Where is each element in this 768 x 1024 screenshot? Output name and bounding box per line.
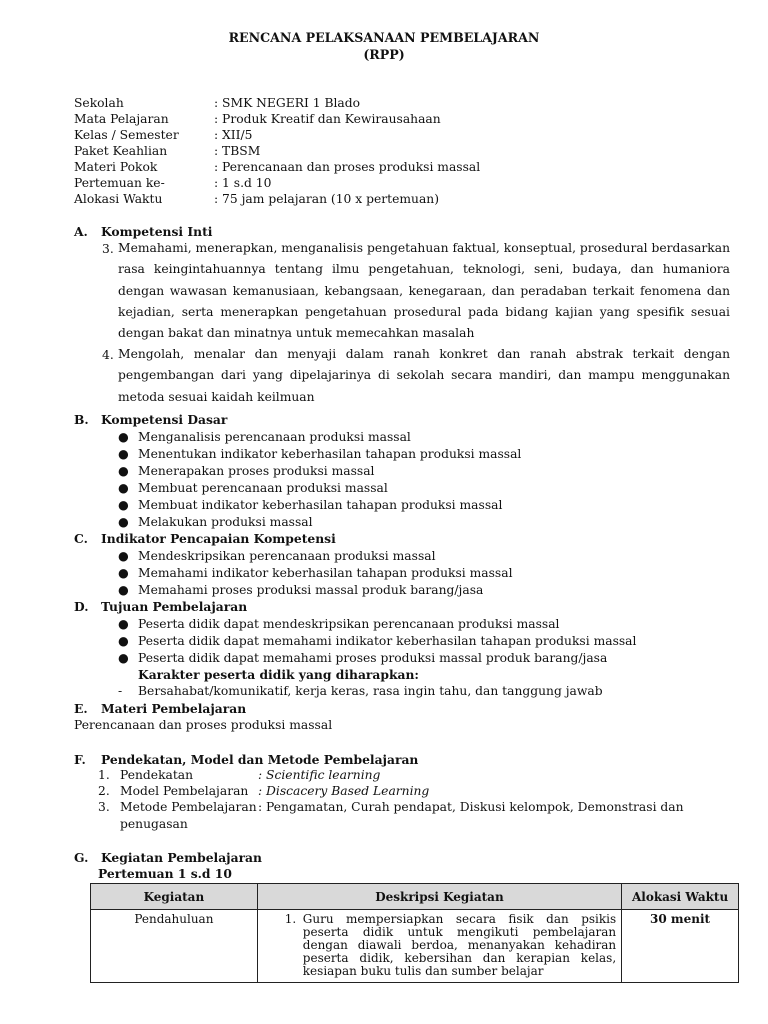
section-title: Tujuan Pembelajaran (101, 599, 248, 614)
section-title: Kegiatan Pembelajaran (101, 850, 262, 865)
section-title: Pendekatan, Model dan Metode Pembelajaran (101, 752, 419, 767)
section-g-heading (74, 850, 674, 867)
ki-item-3: Memahami, menerapkan, menganalisis pengetahuan faktual, konseptual, prosedural berdasarkan rasa keingintahuannya tentang ilmu pengetahuan, teknologi, seni, budaya, dan humaniora dengan wawasan kemanusiaan, kebangsaan, kenegaraan, dan peradaban terkait fenomena dan kejadian, serta menerapkan pengetahuan prosedural pada bidang kajian yang spesifik sesuai dengan bakat dan minatnya untuk memecahkan masalah (118, 241, 730, 341)
table-header-row (91, 884, 739, 910)
document-page: RENCANA PELAKSANAAN PEMBELAJARAN (RPP) Sekolah : SMK NEGERI 1 Blado Mata Pelajaran : Produk Kreatif dan Kewirausahaan Kelas / Semester : XII/5 Paket Keahlian : TBSM Materi Pokok : Perencanaan dan proses produksi massal Pertemuan ke- : 1 s.d 10 Alokasi Waktu : 75 jam pelajaran (10 x pertemuan) A. Kompetensi Inti 3. Memahami, menerapkan, menganalisis pengetahuan faktual, konseptual, prosedural berdasarkan rasa keingintahuannya tentang ilmu pengetahuan, teknologi, seni, budaya, dan humaniora dengan wawasan kemanusiaan, kebangsaan, kenegaraan, dan peradaban terkait fenomena dan kejadian, serta menerapkan pengetahuan prosedural pada bidang kajian yang spesifik sesuai dengan bakat dan minatnya untuk memecahkan masalah 4. Mengolah, menalar dan menyaji dalam ranah konkret dan ranah abstrak terkait dengan pengembangan dari yang dipelajarinya di sekolah secara mandiri, dan mampu menggunakan metoda sesuai kaidah keilmuan B. Kompetensi Dasar ● Menganalisis perencanaan produksi massal ● Menentukan indikator keberhasilan tahapan produksi massal ● Menerapakan proses produksi massal ● Membuat perencanaan produksi massal ● Membuat indikator keberhasilan tahapan produksi massal ● Melakukan produksi massal C. Indikator Pencapaian Kompetensi ● Mendeskripsikan perencanaan produksi massal ● Memahami indikator keberhasilan tahapan produksi massal ● Memahami proses produksi massal produk barang/jasa D. Tujuan Pembelajaran ● Peserta didik dapat mendeskripsikan perencanaan produksi massal ● Peserta didik dapat memahami indikator keberhasilan tahapan produksi massal ● Peserta didik dapat memahami proses produksi massal produk barang/jasa Karakter peserta didik yang diharapkan: - Bersahabat/komunikatif, kerja keras, rasa ingin tahu, dan tanggung jawab E. Materi Pembelajaran Perencanaan dan proses produksi massal F. Pendekatan, Model dan Metode Pembelajaran 1. Pendekatan : Scientific learning 2. Model Pembelajaran : Discacery Based Learning 3. Metode Pembelajaran : Pengamatan, Curah pendapat, Diskusi kelompok, Demonstrasi dan penugasan G. Kegiatan Pembelajaran Pertemuan 1 s.d 10 Kegiatan Deskripsi Kegiatan Alokasi Waktu Pendahuluan 1. Guru mempersiapkan secara fisik dan psikis peserta didik untuk mengikuti pembelajaran dengan diawali berdoa, menanyakan kehadiran peserta didik, kebersihan dan kerapian kelas, kesiapan buku tulis dan sumber belajar 30 menit (0, 0, 768, 1024)
info-label: Mata Pelajaran (74, 112, 169, 126)
info-value: : 1 s.d 10 (214, 176, 272, 190)
f-label: Metode Pembelajaran (120, 800, 257, 814)
f-number: 3. (98, 800, 110, 814)
section-title: Indikator Pencapaian Kompetensi (101, 531, 336, 546)
karakter-heading: Karakter peserta didik yang diharapkan: (138, 667, 419, 682)
section-title: Kompetensi Dasar (101, 412, 228, 427)
section-letter: D. (74, 599, 89, 614)
column-header-deskripsi: Deskripsi Kegiatan (257, 884, 621, 910)
cell-kegiatan: Pendahuluan (91, 910, 258, 983)
bullet-icon: ● (118, 447, 129, 461)
section-letter: C. (74, 531, 88, 546)
bullet-icon: ● (118, 430, 129, 444)
section-letter: F. (74, 752, 86, 767)
kegiatan-table (90, 883, 739, 983)
info-value: : SMK NEGERI 1 Blado (214, 96, 361, 110)
info-value: : XII/5 (214, 128, 253, 142)
f-value: : Scientific learning (258, 768, 381, 782)
bullet-icon: ● (118, 481, 129, 495)
bullet-icon: ● (118, 549, 129, 563)
info-value: : Perencanaan dan proses produksi massal (214, 160, 481, 174)
bullet-icon: ● (118, 464, 129, 478)
info-label: Sekolah (74, 96, 124, 110)
info-label: Paket Keahlian (74, 144, 168, 158)
info-label: Pertemuan ke- (74, 176, 165, 190)
section-letter: A. (74, 224, 88, 239)
section-e-heading (74, 701, 674, 718)
bullet-icon: ● (118, 515, 129, 529)
f-label: Pendekatan (120, 768, 194, 782)
f-value: : Discacery Based Learning (258, 784, 430, 798)
document-subtitle: (RPP) (363, 47, 405, 62)
f-number: 1. (98, 768, 110, 782)
section-f-heading (74, 752, 674, 769)
bullet-icon: ● (118, 498, 129, 512)
info-label: Alokasi Waktu (74, 192, 163, 206)
section-letter: E. (74, 701, 88, 716)
ki-item-4: Mengolah, menalar dan menyaji dalam ranah konkret dan ranah abstrak terkait dengan pengembangan dari yang dipelajarinya di sekolah secara mandiri, dan mampu menggunakan metoda sesuai kaidah keilmuan (118, 347, 730, 404)
section-b-heading (74, 412, 674, 429)
bullet-icon: ● (118, 583, 129, 597)
bullet-icon: ● (118, 617, 129, 631)
f-value-continued: penugasan (120, 817, 188, 831)
bullet-icon: ● (118, 651, 129, 665)
section-letter: G. (74, 850, 89, 865)
document-title: RENCANA PELAKSANAAN PEMBELAJARAN (228, 30, 540, 45)
ki-number: 3. (102, 242, 114, 256)
cell-alokasi: 30 menit (622, 910, 739, 983)
ki-number: 4. (102, 348, 114, 362)
deskripsi-text: Guru mempersiapkan secara fisik dan psikis peserta didik untuk mengikuti pembelajaran dengan diawali berdoa, menanyakan kehadiran peserta didik, kebersihan dan kerapian kelas, kesiapan buku tulis dan sumber belajar (302, 912, 617, 978)
info-value: : TBSM (214, 144, 261, 158)
info-value: : 75 jam pelajaran (10 x pertemuan) (214, 192, 439, 206)
f-value: : Pengamatan, Curah pendapat, Diskusi kelompok, Demonstrasi dan (258, 800, 684, 814)
column-header-alokasi: Alokasi Waktu (622, 884, 739, 910)
section-title: Kompetensi Inti (101, 224, 213, 239)
karakter-dash: - (118, 684, 123, 698)
info-label: Materi Pokok (74, 160, 158, 174)
pertemuan-heading: Pertemuan 1 s.d 10 (98, 866, 232, 881)
karakter-text: Bersahabat/komunikatif, kerja keras, rasa ingin tahu, dan tanggung jawab (138, 684, 603, 698)
info-value: : Produk Kreatif dan Kewirausahaan (214, 112, 441, 126)
section-title: Materi Pembelajaran (101, 701, 247, 716)
column-header-kegiatan: Kegiatan (91, 884, 258, 910)
bullet-icon: ● (118, 634, 129, 648)
info-label: Kelas / Semester (74, 128, 179, 142)
cell-deskripsi (257, 910, 621, 983)
section-d-heading (74, 599, 674, 616)
section-c-heading (74, 531, 674, 548)
deskripsi-item (285, 913, 616, 978)
table-row (91, 910, 739, 983)
section-letter: B. (74, 412, 89, 427)
bullet-icon: ● (118, 566, 129, 580)
materi-text: Perencanaan dan proses produksi massal (74, 718, 333, 732)
deskripsi-number: 1. (284, 912, 297, 926)
f-label: Model Pembelajaran (120, 784, 249, 798)
f-number: 2. (98, 784, 110, 798)
